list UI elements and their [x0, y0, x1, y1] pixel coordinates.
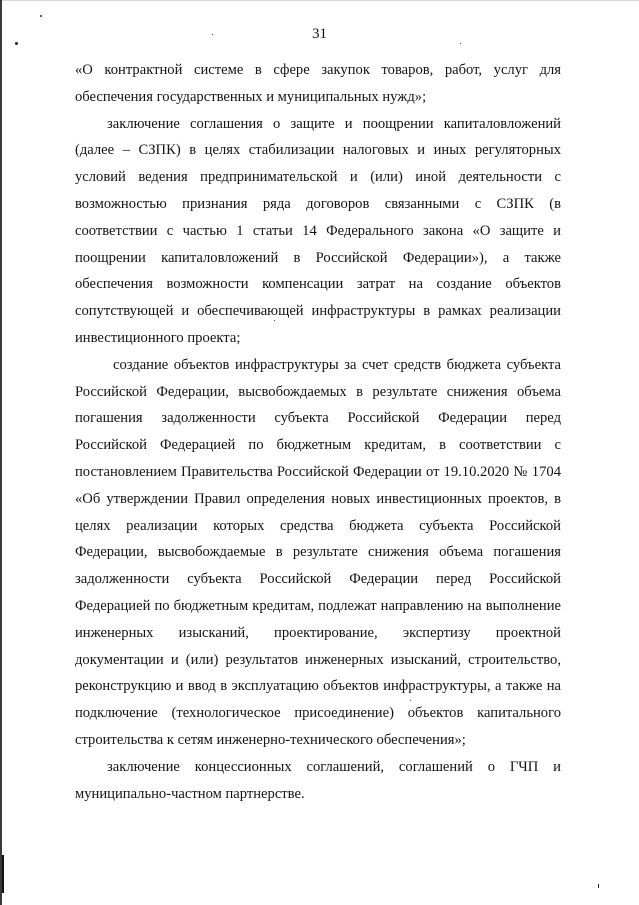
- scan-speck: [460, 43, 461, 44]
- paragraph-szpk-agreement: заключение соглашения о защите и поощрении капиталовложений (далее – СЗПК) в целях стабилизации налоговых и иных регуляторных условий ведения предпринимательской и (или) иной деятельности с возможностью признания ряда договоров связанными с СЗПК (в соответствии с частью 1 статьи 14 Федерального закона «О защите и поощрении капиталовложений в Российской Федерации»), а также обеспечения возможности компенсации затрат на создание объектов сопутствующей и обеспечивающей инфраструктуры в рамках реализации инвестиционного проекта;: [75, 115, 561, 346]
- scan-speck: [598, 884, 599, 888]
- scan-left-notch: [2, 855, 4, 893]
- document-body: [75, 57, 561, 807]
- paragraph-infrastructure-creation: создание объектов инфраструктуры за счет средств бюджета субъекта Российской Федерации, высвобождаемых в результате снижения объема погашения задолженности субъекта Российской Федерации перед Российской Федерацией по бюджетным кредитам, в соответствии с постановлением Правительства Российской Федерации от 19.10.2020 № 1704 «Об утверждении Правил определения новых инвестиционных проектов, в целях реализации которых средства бюджета субъекта Российской Федерации, высвобождаемые в результате снижения объема погашения задолженности субъекта Российской Федерации перед Российской Федерацией по бюджетным кредитам, подлежат направлению на выполнение инженерных изысканий, проектирование, экспертизу проектной документации и (или) результатов инженерных изысканий, строительство, реконструкцию и ввод в эксплуатацию объектов инфраструктуры, а также на подключение (технологическое присоединение) объектов капитального строительства к сетям инженерно-технического обеспечения»;: [75, 356, 561, 748]
- scan-left-edge: [0, 0, 2, 905]
- paragraph-law-title-continuation: «О контрактной системе в сфере закупок товаров, работ, услуг для обеспечения государственных и муниципальных нужд»;: [75, 62, 561, 105]
- paragraph-concession-agreements: заключение концессионных соглашений, соглашений о ГЧП и муниципально-частном партнерстве.: [75, 758, 561, 802]
- scan-top-edge: [0, 0, 639, 1]
- scan-speck: [40, 15, 42, 17]
- page-number: 31: [312, 26, 327, 42]
